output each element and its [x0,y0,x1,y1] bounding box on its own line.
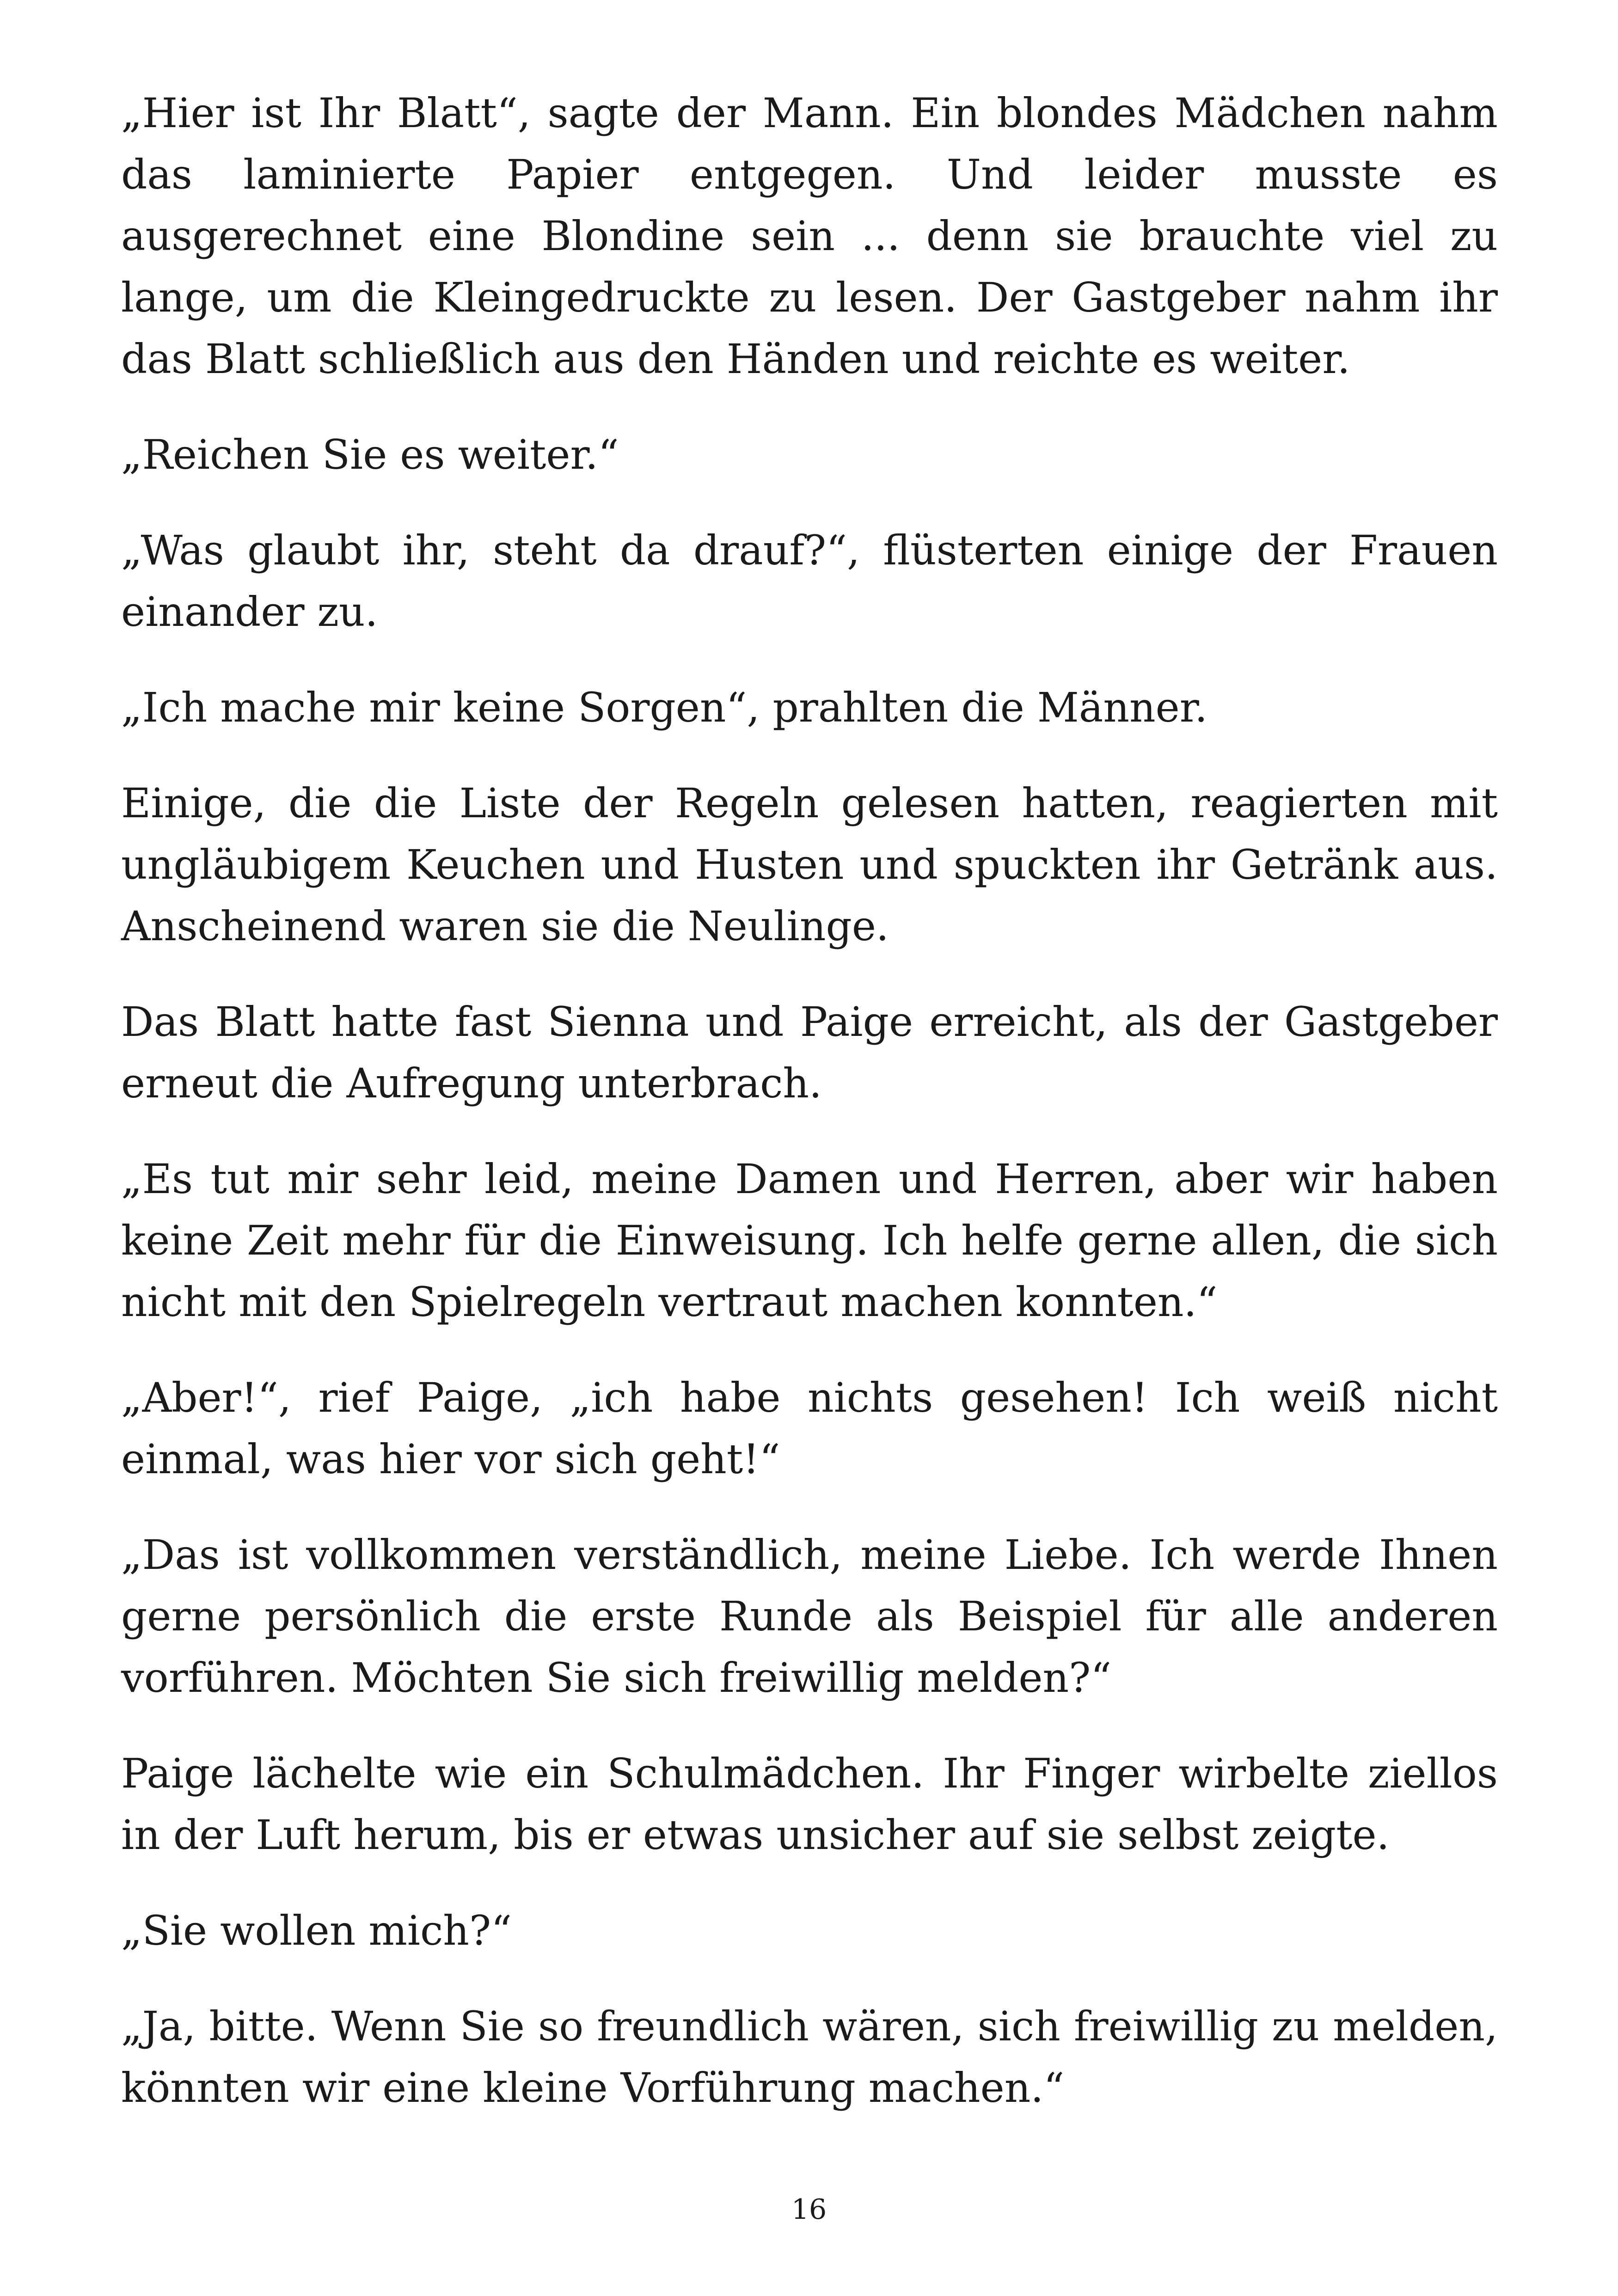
paragraph: Einige, die die Liste der Regeln gelesen hatten, reagierten mit ungläubigem Keuchen und Husten und spuckten ihr Getränk aus. Anscheinend waren sie die Neulinge. [121,779,1498,950]
paragraph: „Reichen Sie es weiter.“ [121,431,619,478]
paragraph: „Hier ist Ihr Blatt“, sagte der Mann. Ein blondes Mädchen nahm das laminierte Papier entgegen. Und leider musste es ausgerechnet eine Blondine sein ... denn sie brauchte viel zu lange, um die Kleingedruckte zu lesen. Der Gastgeber nahm ihr das Blatt schließlich aus den Händen und reichte es weiter. [121,89,1498,383]
paragraph: „Ich mache mir keine Sorgen“, prahlten die Männer. [121,684,1208,731]
paragraph: „Aber!“, rief Paige, „ich habe nichts gesehen! Ich weiß nicht einmal, was hier vor sich geht!“ [121,1374,1498,1483]
paragraph: „Ja, bitte. Wenn Sie so freundlich wären, sich freiwillig zu melden, könnten wir eine kleine Vorführung machen.“ [121,2002,1498,2112]
paragraph: Das Blatt hatte fast Sienna und Paige erreicht, als der Gastgeber erneut die Aufregung unterbrach. [121,998,1498,1107]
paragraph: Paige lächelte wie ein Schulmädchen. Ihr Finger wirbelte ziellos in der Luft herum, bis er etwas unsicher auf sie selbst zeigte. [121,1750,1498,1859]
paragraph: „Es tut mir sehr leid, meine Damen und Herren, aber wir haben keine Zeit mehr für die Einweisung. Ich helfe gerne allen, die sich nicht mit den Spielregeln vertraut machen konnten.“ [121,1155,1498,1326]
page-number: 16 [791,2193,827,2226]
paragraph: „Was glaubt ihr, steht da drauf?“, flüsterten einige der Frauen einander zu. [121,527,1498,636]
paragraph: „Das ist vollkommen verständlich, meine Liebe. Ich werde Ihnen gerne persönlich die erste Runde als Beispiel für alle anderen vorführen. Möchten Sie sich freiwillig melden?“ [121,1531,1498,1702]
body-text [121,82,1498,2153]
paragraph: „Sie wollen mich?“ [121,1907,512,1954]
